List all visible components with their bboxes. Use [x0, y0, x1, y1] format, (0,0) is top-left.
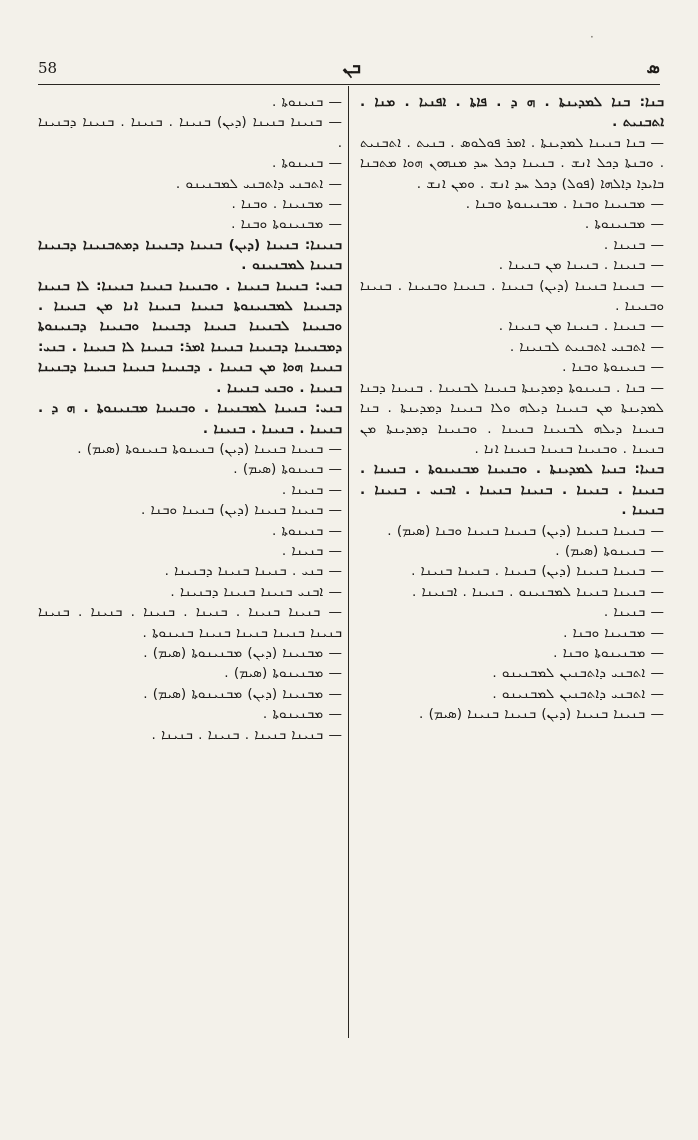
dictionary-entry: — ܒܢܝܢܐ ܒܢܝܢܐ (ܕܝܢ) ܒܢܝܢܘܬܐ ܒܢܝܢܘܬܐ (ܣܝܡ) .: [77, 440, 342, 457]
dictionary-entry: ܒܢܝܐ: ܒܢܝܐ ܠܡܕܝܢܬܐ . ܘܒܢܝܢܐ ܡܒܢܝܢܘܬܐ . ܒܢܝܢܐ . ܒܢܝܢܐ . ܒܢܝܢܐ . ܒܢܝܢܐ ܒܢܝܢܐ . ܐܒܢܝ . ܒܢܝܢܐ . ܒܢܝܢܐ .: [360, 461, 664, 519]
page-header: [38, 54, 660, 82]
dictionary-entry: — ܒܢܝܢܐ ܒܢܝܢܐ (ܕܝܢ) ܒܢܝܢܐ . ܒܢܝܢܐ . ܒܢܝܢܐ ܕܒܢܝܢܐ .: [38, 114, 342, 151]
running-head: ܒܢ: [342, 58, 361, 78]
dictionary-entry: — ܒܢܝܢܐ ܒܢܝܢܐ ܠܡܒܢܝܢܘ . ܒܢܝܢܐ . ܐܒܢܝܢܐ .: [412, 583, 664, 600]
dictionary-entry: — ܒܢܝܢܐ . ܒܢܝܢܐ ܡܢ ܒܢܝܢܐ .: [498, 257, 664, 274]
dictionary-entry: — ܡܒܢܝܢܐ ܘܒܢܐ . ܡܒܢܝܢܘܬܐ ܘܒܢܐ .: [465, 196, 664, 213]
dictionary-entry: — ܒܢܝܢܐ ܒܢܝܢܐ (ܕܝܢ) ܒܢܝܢܐ ܘܒܢܐ .: [140, 502, 342, 519]
page-number: 58: [38, 59, 58, 77]
dictionary-entry: — ܐܒܢܝ ܒܢܝܢܐ ܒܢܝܢܐ ܕܒܢܝܢܐ .: [170, 583, 342, 600]
dictionary-entry: — ܐܬܒܢܝ ܐܬܒܢܝܬ ܠܒܢܝܢܐ .: [509, 338, 664, 355]
dictionary-entry: — ܒܢܝܢܐ ܒܢܝܢܐ (ܕܝܢ) ܒܢܝܢܐ . ܒܢܝܢܐ ܒܢܝܢܐ .: [411, 563, 664, 580]
dictionary-entry: — ܒܢܝܢܐ .: [281, 481, 342, 498]
dictionary-entry: — ܒܢܝܢܘܬܐ .: [271, 522, 342, 539]
dictionary-entry: — ܒܢܝܢܐ .: [603, 604, 664, 621]
dictionary-entry: — ܡܒܢܝܢܘܬܐ .: [262, 706, 342, 723]
header-rule: [38, 84, 660, 85]
margin-mark: ·: [590, 30, 594, 44]
dictionary-entry: — ܒܢܝܢܐ ܒܢܝܢܐ (ܕܝܢ) ܒܢܝܢܐ ܒܢܝܢܐ (ܣܝܡ) .: [419, 706, 664, 723]
dictionary-entry: ܒܢܝ: ܒܢܝܢܐ ܠܡܒܢܝܢܐ . ܘܒܢܝܢܐ ܡܒܢܝܢܘܬܐ . ܗ ܕ . ܒܢܝܢܐ . ܒܢܝܢܐ . ܒܢܝܢܐ .: [38, 400, 342, 437]
dictionary-entry: — ܒܢܝܢܘܬܐ .: [271, 155, 342, 172]
dictionary-entry: ܒܢܝܢܐ: ܒܢܝܢܐ (ܕܝܢ) ܒܢܝܢܐ ܕܒܢܝܢܐ ܕܡܬܒܢܝܢܐ ܕܒܢܝܢܐ ܒܢܝܢܐ ܠܡܒܢܝܢܘ .: [38, 236, 342, 274]
left-column: [38, 92, 342, 745]
dictionary-entry: — ܡܒܢܝܢܘܬܐ ܘܒܢܐ .: [231, 216, 342, 233]
dictionary-entry: — ܒܢܝܢܐ ܒܢܝܢܐ (ܕܝܢ) ܒܢܝܢܐ ܒܢܝܢܐ ܘܒܢܐ (ܣܝܡ) .: [387, 522, 664, 539]
dictionary-entry: — ܒܢܐ . ܒܢܝܢܘܬܐ ܕܡܕܝܢܬܐ ܒܢܝܢܐ ܠܒܢܝܢܐ . ܒܢܝܢܐ ܕܒܢܐ ܠܡܕܝܢܬܐ ܡܢ ܒܢܝܢܐ ܕܝܠܗ ܘܠܐ ܒܢܝܢܐ ܕܡܕܝܢܬܐ . ܒܢܐ ܒܢܝܢܐ ܕܝܠܗ ܠܒܢܝܢܐ ܒܢܝܢܐ . ܘܒܢܝܢܐ ܕܡܕܝܢܬܐ ܡܢ ܒܢܝܢܐ . ܘܒܢܝܢܐ ܒܢܝܢܐ ܒܢܝܢܐ ܐܢܐ .: [360, 379, 664, 457]
dictionary-entry: — ܡܒܢܝܢܘܬܐ .: [584, 216, 664, 233]
dictionary-entry: — ܒܢܝܢܐ ܒܢܝܢܐ . ܒܢܝܢܐ . ܒܢܝܢܐ .: [151, 726, 342, 743]
dictionary-entry: — ܒܢܝܢܐ .: [281, 542, 342, 559]
dictionary-entry: — ܒܢܝܢܐ . ܒܢܝܢܐ ܡܢ ܒܢܝܢܐ .: [498, 318, 664, 335]
dictionary-entry: — ܒܢܝ . ܒܢܝܢܐ ܒܢܝܢܐ ܕܒܢܝܢܐ .: [164, 563, 342, 580]
dictionary-entry: — ܒܢܝܢܐ ܒܢܝܢܐ (ܕܝܢ) ܒܢܝܢܐ . ܒܢܝܢܐ ܘܒܢܝܢܐ . ܒܢܝܢܐ ܘܒܢܝܢܐ .: [360, 277, 664, 315]
section-letter: ܣ: [646, 58, 660, 78]
dictionary-entry: ܒܢܝ: ܒܢܝܢܐ ܒܢܝܢܐ . ܘܒܢܝܢܐ ܒܢܝܢܐ ܒܢܝܢܐ: ܠܐ ܒܢܝܢܐ ܕܒܢܝܢܐ ܠܡܒܢܝܢܘܬܐ ܒܢܝܢܐ ܒܢܝܢܐ ܐܢܐ ܡܢ ܒܢܝܢܐ . ܘܒܢܝܢܐ ܠܒܢܝܢܐ ܒܢܝܢܐ ܕܒܢܝܢܐ ܘܒܢܝܢܐ ܕܒܢܝܢܘܬܐ ܕܡܒܢܝܢܐ ܕܒܢܝܢܐ ܒܢܝܢܐ ܐܡܪ: ܒܢܝܢܐ ܠܐ ܒܢܝܢܐ . ܒܢܝ: ܒܢܝܢܐ ܗܘܐ ܡܢ ܒܢܝܢܐ . ܕܒܢܝܢܐ ܒܢܝܢܐ ܒܢܝܢܐ ܕܒܢܝܢܐ ܒܢܝܢܐ . ܘܒܢܝ ܒܢܝܢܐ .: [38, 277, 342, 396]
dictionary-entry: — ܒܢܝܢܐ ܒܢܝܢܐ . ܒܢܝܢܐ . ܒܢܝܢܐ . ܒܢܝܢܐ . ܒܢܝܢܐ ܒܢܝܢܐ ܒܢܝܢܐ ܒܢܝܢܐ ܒܢܝܢܐ ܒܢܝܢܘܬܐ .: [38, 604, 342, 641]
dictionary-entry: — ܡܒܢܝܢܘܬܐ ܘܒܢܐ .: [553, 644, 664, 661]
dictionary-entry: — ܒܢܝܢܘܬܐ (ܣܝܡ) .: [233, 461, 342, 478]
dictionary-entry: — ܐܬܒܢܝ ܕܐܬܒܢܝܢ ܠܡܒܢܝܢܘ .: [492, 685, 664, 702]
dictionary-entry: — ܐܬܒܢܝ ܕܐܬܒܢܝ ܠܡܒܢܝܢܘ .: [175, 175, 342, 192]
dictionary-entry: — ܡܒܢܝܢܐ (ܕܝܢ) ܡܒܢܝܢܘܬܐ (ܣܝܡ) .: [143, 644, 342, 661]
dictionary-entry: — ܒܢܝܢܘܬܐ .: [271, 94, 342, 110]
dictionary-entry: ܒܢܐ: ܒܢܐ ܠܡܕܝܢܬܐ . ܗ ܕ . ܦܐܬܐ . ܐܦܢܝܐ . ܡܢܐ . ܐܬܒܢܝܬ .: [360, 94, 664, 131]
column-divider: [348, 86, 349, 1038]
dictionary-entry: — ܡܒܢܝܢܐ . ܘܒܢܐ .: [231, 196, 342, 213]
dictionary-entry: — ܒܢܝܢܘܬܐ ܘܒܢܐ .: [562, 359, 664, 376]
dictionary-entry: — ܒܢܝܢܘܬܐ (ܣܝܡ) .: [555, 542, 664, 559]
dictionary-entry: — ܡܒܢܝܢܐ (ܕܝܢ) ܡܒܢܝܢܘܬܐ (ܣܝܡ) .: [143, 685, 342, 702]
dictionary-entry: — ܐܬܒܢܝ ܕܐܬܒܢܝܢ ܠܡܒܢܝܢܘ .: [492, 665, 664, 682]
dictionary-entry: — ܡܒܢܝܢܐ ܘܒܢܐ .: [563, 624, 664, 641]
dictionary-entry: — ܡܒܢܝܢܘܬܐ (ܣܝܡ) .: [224, 665, 342, 682]
dictionary-entry: — ܒܢܝܢܐ .: [603, 236, 664, 253]
dictionary-entry: — ܒܢܐ ܒܢܝܢܐ ܠܡܕܝܢܬܐ . ܐܡܪ ܦܘܠܘܣ . ܒܢܝܬ . ܐܬܒܢܝܬ . ܘܒܢܬܐ ܕܟܠ ܐܢܫ . ܒܢܝܢܐ ܕܟܠ ܚܕ ܡܢܗܘܢ ܗܘܐ ܡܬܒܢܐ ܒܐܝܕܐ ܕܐܠܗܐ (ܦܘܠ) ܕܟܠ ܚܕ ܐܢܫ . ܘܡܢ ܐܢܫ .: [360, 134, 664, 192]
right-column: [360, 92, 664, 725]
